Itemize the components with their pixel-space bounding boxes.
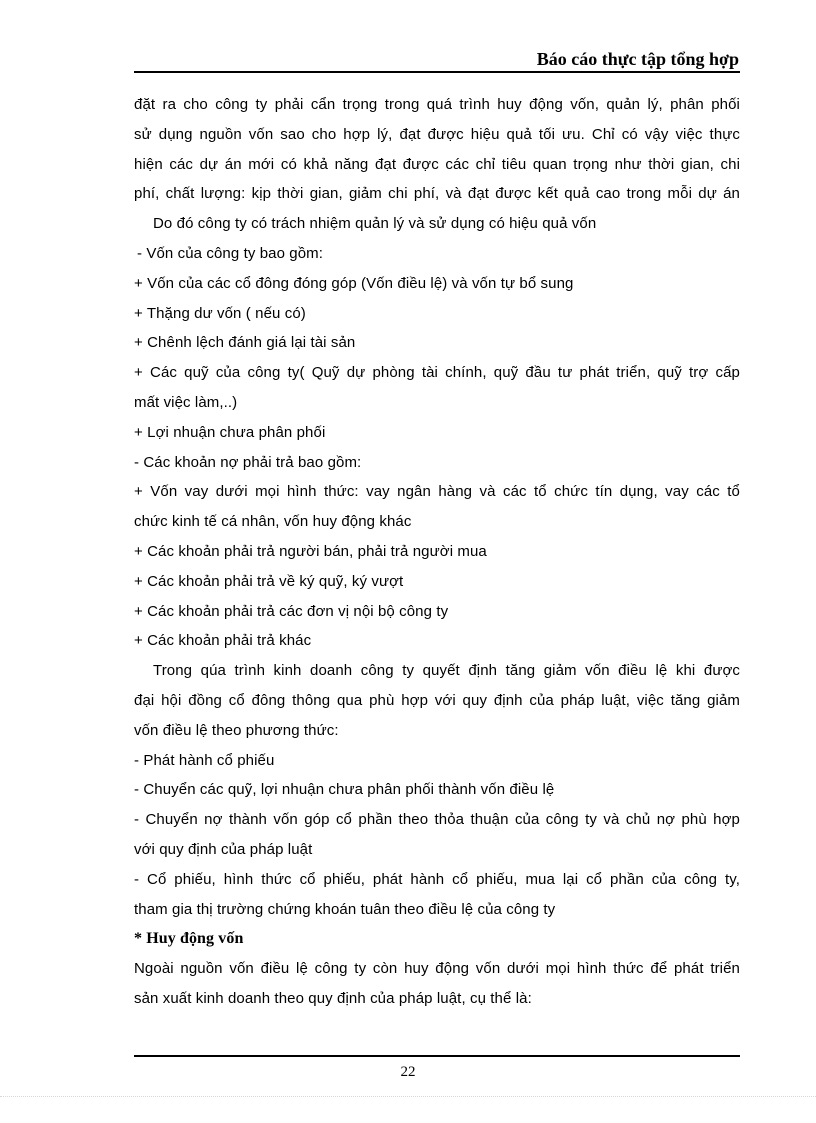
list-item: - Các khoản nợ phải trả bao gồm: (134, 453, 362, 471)
list-item: + Các khoản phải trả về ký quỹ, ký vượt (134, 572, 404, 590)
text-line: Trong qúa trình kinh doanh công ty quyết định tăng giảm vốn điều lệ khi được (153, 662, 740, 680)
page-edge-dotted-line (0, 1096, 816, 1097)
text-line: phí, chất lượng: kịp thời gian, giảm chi phí, và đạt được kết quả cao trong mỗi dự án (134, 185, 740, 203)
list-item: + Các quỹ của công ty( Quỹ dự phòng tài chính, quỹ đầu tư phát triển, quỹ trợ cấp (134, 364, 740, 382)
list-item: + Các khoản phải trả người bán, phải trả người mua (134, 542, 487, 560)
text-line: tham gia thị trường chứng khoán tuân theo điều lệ của công ty (134, 900, 556, 918)
text-line: sản xuất kinh doanh theo quy định của pháp luật, cụ thể là: (134, 989, 532, 1007)
list-item: + Thặng dư vốn ( nếu có) (134, 304, 306, 322)
list-item: + Chênh lệch đánh giá lại tài sản (134, 334, 356, 352)
list-item: - Chuyển nợ thành vốn góp cổ phần theo thỏa thuận của công ty và chủ nợ phù hợp (134, 811, 740, 829)
list-item: + Lợi nhuận chưa phân phối (134, 423, 326, 441)
text-line: với quy định của pháp luật (134, 840, 313, 858)
list-item: + Các khoản phải trả khác (134, 632, 312, 650)
header-rule (134, 71, 740, 73)
list-item: + Vốn của các cổ đông đóng góp (Vốn điều lệ) và vốn tự bổ sung (134, 274, 574, 292)
text-line: Do đó công ty có trách nhiệm quản lý và sử dụng có hiệu quả vốn (153, 215, 597, 233)
document-body (134, 90, 740, 1014)
list-item: - Phát hành cổ phiếu (134, 751, 275, 769)
footer-rule (134, 1055, 740, 1057)
text-line: vốn điều lệ theo phương thức: (134, 721, 339, 739)
text-line: chức kinh tế cá nhân, vốn huy động khác (134, 513, 412, 531)
text-line: - Vốn của công ty bao gồm: (137, 244, 324, 262)
list-item: + Vốn vay dưới mọi hình thức: vay ngân hàng và các tổ chức tín dụng, vay các tổ (134, 483, 740, 501)
text-line: Ngoài nguồn vốn điều lệ công ty còn huy động vốn dưới mọi hình thức để phát triển (134, 960, 740, 978)
list-item: - Chuyển các quỹ, lợi nhuận chưa phân phối thành vốn điều lệ (134, 781, 555, 799)
text-line: hiện các dự án mới có khả năng đạt được các chỉ tiêu quan trọng như thời gian, chi (134, 155, 740, 173)
text-line: đại hội đồng cổ đông thông qua phù hợp với quy định của pháp luật, việc tăng giảm (134, 691, 740, 709)
text-line: đặt ra cho công ty phải cẩn trọng trong quá trình huy động vốn, quản lý, phân phối (134, 96, 740, 113)
list-item: + Các khoản phải trả các đơn vị nội bộ công ty (134, 602, 449, 620)
section-heading: * Huy động vốn (134, 930, 244, 948)
text-line: sử dụng nguồn vốn sao cho hợp lý, đạt được hiệu quả tối ưu. Chỉ có vậy việc thực (134, 125, 740, 143)
text-line: mất việc làm,..) (134, 393, 238, 411)
page-header-title: Báo cáo thực tập tổng hợp (536, 49, 739, 69)
page-number: 22 (400, 1064, 416, 1080)
list-item: - Cổ phiếu, hình thức cổ phiếu, phát hành cổ phiếu, mua lại cổ phần của công ty, (134, 870, 740, 888)
